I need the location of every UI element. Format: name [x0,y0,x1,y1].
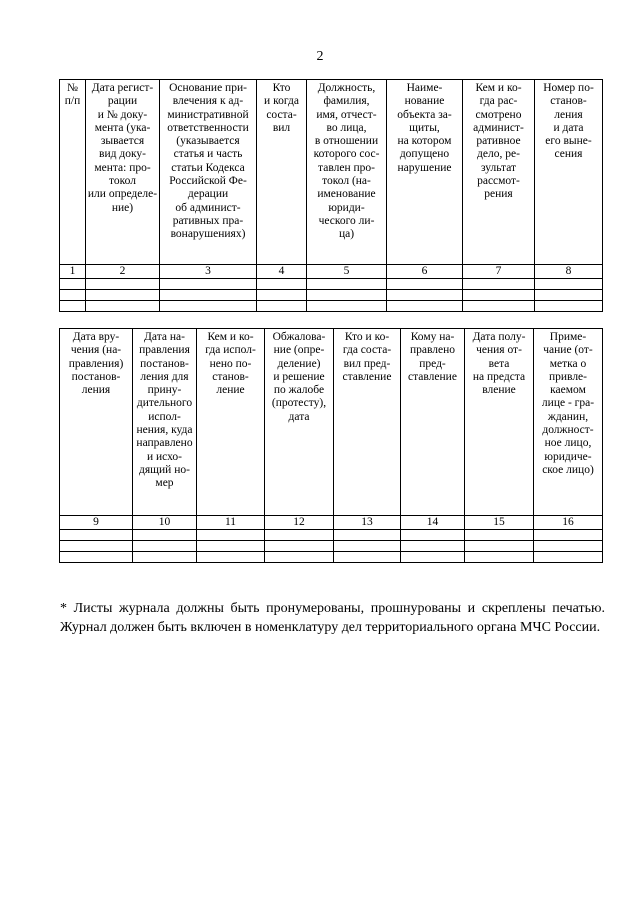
column-header: Дата вру- чения (на- правления) постанов- ления [60,329,133,516]
empty-row [60,552,603,563]
column-number: 14 [401,516,465,530]
empty-cell [133,541,197,552]
column-number: 5 [307,265,387,279]
empty-cell [257,301,307,312]
column-header: Кем и ко- гда испол- нено по- станов- ление [197,329,265,516]
empty-cell [197,552,265,563]
empty-cell [86,279,160,290]
header-row [60,80,603,265]
empty-cell [334,530,401,541]
empty-cell [197,541,265,552]
empty-cell [465,530,534,541]
column-number: 12 [265,516,334,530]
empty-cell [60,541,133,552]
empty-cell [307,279,387,290]
journal-table-part-1 [59,79,603,312]
empty-cell [133,552,197,563]
empty-cell [465,552,534,563]
column-number: 16 [534,516,603,530]
column-number: 1 [60,265,86,279]
empty-cell [60,552,133,563]
empty-cell [401,552,465,563]
column-number: 7 [463,265,535,279]
column-header: Обжалова- ние (опре- деление) и решение по жалобе (протесту), дата [265,329,334,516]
page-number: 2 [316,49,324,64]
empty-cell [160,279,257,290]
empty-cell [160,290,257,301]
column-number: 3 [160,265,257,279]
column-number: 6 [387,265,463,279]
footnote: * Листы журнала должны быть пронумерованы, прошнурованы и скреплены печатью. Журнал должен быть включен в номенклатуру дел территориального органа МЧС России. [60,601,605,635]
empty-cell [463,279,535,290]
empty-cell [86,301,160,312]
empty-cell [265,541,334,552]
empty-cell [265,552,334,563]
empty-cell [86,290,160,301]
column-header: Дата регист- рации и № доку- мента (ука- зывается вид доку- мента: про- токол или определе- ние) [86,80,160,265]
column-header: Номер по- станов- ления и дата его выне- сения [535,80,603,265]
column-header: Должность, фамилия, имя, отчест- во лица, в отношении которого сос- тавлен про- токол (на- именование юриди- ческого ли- ца) [307,80,387,265]
column-header: Кому на- правлено пред- ставление [401,329,465,516]
empty-cell [257,290,307,301]
column-header: Основание при- влечения к ад- министративной ответственности (указывается статья и часть статьи Кодекса Российской Фе- дерации об админист- ративных пра- вонарушениях) [160,80,257,265]
column-header: Дата полу- чения от- вета на предста вление [465,329,534,516]
empty-cell [334,541,401,552]
empty-cell [133,530,197,541]
empty-row [60,530,603,541]
empty-cell [387,290,463,301]
empty-row [60,279,603,290]
column-header: Приме- чание (от- метка о привле- каемом лице - гра- жданин, должност- ное лицо, юридиче- ское лицо) [534,329,603,516]
empty-row [60,301,603,312]
column-header: Кем и ко- гда рас- смотрено админист- ративное дело, ре- зультат рассмот- рения [463,80,535,265]
empty-cell [60,530,133,541]
empty-cell [465,541,534,552]
empty-cell [197,530,265,541]
empty-cell [463,290,535,301]
empty-cell [160,301,257,312]
empty-cell [401,541,465,552]
column-header: Дата на- правления постанов- ления для прину- дительного испол- нения, куда направлено и исхо- дящий но- мер [133,329,197,516]
empty-cell [534,541,603,552]
column-header: Кто и когда соста- вил [257,80,307,265]
column-number: 8 [535,265,603,279]
empty-cell [534,552,603,563]
column-header: № п/п [60,80,86,265]
empty-cell [387,279,463,290]
empty-cell [401,530,465,541]
empty-cell [307,290,387,301]
journal-table-part-2 [59,328,603,563]
empty-row [60,541,603,552]
column-number: 15 [465,516,534,530]
empty-cell [463,301,535,312]
empty-cell [265,530,334,541]
column-header: Наиме- нование объекта за- щиты, на котором допущено нарушение [387,80,463,265]
empty-cell [535,279,603,290]
column-number-row [60,516,603,530]
empty-cell [60,279,86,290]
empty-cell [387,301,463,312]
column-number: 13 [334,516,401,530]
header-row [60,329,603,516]
column-number: 4 [257,265,307,279]
empty-cell [535,290,603,301]
empty-cell [257,279,307,290]
empty-cell [535,301,603,312]
empty-cell [334,552,401,563]
empty-cell [60,290,86,301]
empty-cell [534,530,603,541]
empty-row [60,290,603,301]
column-number: 2 [86,265,160,279]
column-number: 9 [60,516,133,530]
empty-cell [307,301,387,312]
empty-cell [60,301,86,312]
column-number-row [60,265,603,279]
column-number: 11 [197,516,265,530]
column-header: Кто и ко- гда соста- вил пред- ставление [334,329,401,516]
column-number: 10 [133,516,197,530]
